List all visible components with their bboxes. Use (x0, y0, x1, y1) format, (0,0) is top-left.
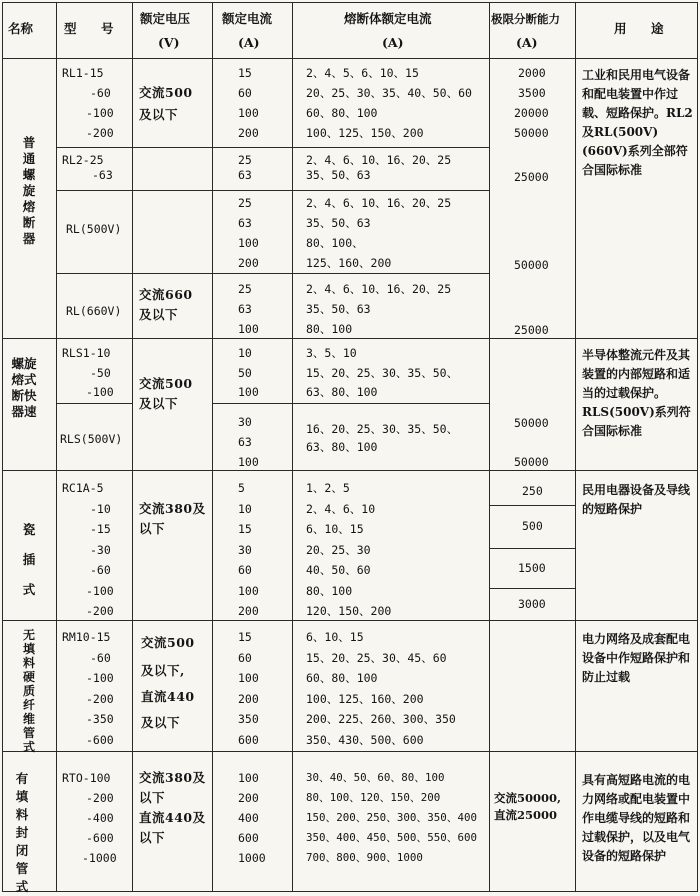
table-border-right (697, 2, 698, 892)
fuse-cell: 20、25、30 (306, 543, 371, 557)
fuse-cell: 35、50、63 (306, 168, 371, 182)
model-cell: RL(500V) (66, 222, 122, 236)
model-cell: -100 (86, 584, 114, 598)
voltage-cell: 以下 (139, 521, 166, 536)
table-border-bottom (2, 891, 697, 892)
capacity-cell: 3500 (518, 86, 546, 100)
capacity-cell: 3000 (518, 597, 546, 611)
model-cell: RLS(500V) (60, 432, 123, 446)
group-name: 螺旋熔式断快器速 (11, 356, 37, 419)
fuse-cell: 80、100、 (306, 236, 364, 250)
capacity-cell: 交流50000, (494, 791, 562, 805)
current-cell: 200 (238, 791, 259, 805)
table-border-left (2, 2, 3, 892)
usage-cell: 民用电器设备及导线的短路保护 (582, 483, 691, 516)
fuse-cell: 350、430、500、600 (306, 733, 424, 747)
current-cell: 100 (238, 584, 259, 598)
header-name: 名称 (8, 21, 34, 36)
fuse-cell: 200、225、260、300、350 (306, 712, 456, 726)
group-name: 无填料硬质纤维管式 (22, 628, 35, 754)
current-cell: 25 (238, 282, 252, 296)
current-cell: 60 (238, 651, 252, 665)
capacity-cell: 25000 (514, 170, 549, 184)
capacity-cell: 50000 (514, 126, 549, 140)
block-divider (56, 273, 489, 274)
model-cell: RLS1-10 (62, 346, 111, 360)
current-cell: 100 (238, 771, 259, 785)
voltage-cell: 以下 (139, 790, 166, 805)
current-cell: 100 (238, 455, 259, 469)
usage-cell: 具有高短路电流的电力网络或配电装置中作电缆导线的短路和过载保护，以及电气设备的短路保护 (582, 773, 691, 863)
model-cell: -15 (90, 522, 111, 536)
model-cell: -200 (86, 126, 114, 140)
column-divider (575, 2, 576, 892)
model-cell: RC1A-5 (62, 481, 104, 495)
current-cell: 63 (238, 168, 252, 182)
group-name: 普通螺旋熔断器 (22, 135, 36, 246)
fuse-cell: 30、40、50、60、80、100 (306, 771, 445, 784)
fuse-cell: 63、80、100 (306, 385, 378, 399)
fuse-cell: 2、4、6、10、16、20、25 (306, 282, 452, 296)
voltage-cell: 交流500 (139, 376, 193, 391)
column-divider (212, 2, 213, 892)
current-cell: 200 (238, 126, 259, 140)
current-cell: 200 (238, 256, 259, 270)
fuse-cell: 35、50、63 (306, 302, 371, 316)
group-divider (2, 338, 697, 339)
capacity-divider (489, 505, 575, 506)
current-cell: 60 (238, 86, 252, 100)
fuse-cell: 2、4、6、10 (306, 502, 376, 516)
voltage-cell: 直流440 (141, 689, 195, 704)
voltage-cell: 及以下 (139, 396, 179, 411)
current-cell: 100 (238, 322, 259, 336)
model-cell: -600 (86, 831, 114, 845)
model-cell: -350 (86, 712, 114, 726)
current-cell: 15 (238, 630, 252, 644)
model-cell: -100 (86, 106, 114, 120)
model-cell: -600 (86, 733, 114, 747)
current-cell: 50 (238, 366, 252, 380)
voltage-cell: 直流440及 (139, 810, 206, 825)
current-cell: 63 (238, 216, 252, 230)
model-cell: RL2-25 (62, 153, 104, 167)
model-cell: -60 (90, 86, 111, 100)
fuse-cell: 2、4、6、10、16、20、25 (306, 196, 452, 210)
header-breaking-capacity: 极限分断能力 (491, 12, 560, 26)
model-cell: -200 (86, 791, 114, 805)
voltage-cell: 及以下, (141, 663, 185, 678)
fuse-cell: 2、4、5、6、10、15 (306, 66, 419, 80)
fuse-cell: 35、50、63 (306, 216, 371, 230)
model-cell: RL(660V) (66, 304, 122, 318)
model-cell: RL1-15 (62, 66, 104, 80)
header-usage: 用 途 (614, 21, 670, 36)
model-cell: -200 (86, 692, 114, 706)
current-cell: 10 (238, 502, 252, 516)
current-cell: 100 (238, 671, 259, 685)
current-cell: 63 (238, 435, 252, 449)
group-divider (2, 620, 697, 621)
voltage-cell: 交流500 (141, 635, 195, 650)
current-cell: 15 (238, 66, 252, 80)
column-divider (489, 2, 490, 892)
capacity-divider (489, 548, 575, 549)
header-rated-current: 额定电流 (222, 11, 273, 26)
group-divider (2, 470, 697, 471)
capacity-cell: 50000 (514, 416, 549, 430)
capacity-cell: 50000 (514, 258, 549, 272)
model-cell: RM10-15 (62, 630, 111, 644)
model-cell: -200 (86, 604, 114, 618)
usage-cell: 半导体整流元件及其装置的内部短路和适当的过载保护。RLS(500V)系列符合国际标准 (582, 348, 691, 438)
fuse-cell: 60、80、100 (306, 671, 378, 685)
column-divider (292, 2, 293, 892)
group-name: 有填料封闭管式 (15, 771, 29, 894)
current-cell: 30 (238, 543, 252, 557)
fuse-cell: 2、4、6、10、16、20、25 (306, 153, 452, 167)
header-breaking-capacity-unit: (A) (516, 35, 538, 50)
usage-cell: 工业和民用电气设备和配电装置中作过载、短路保护。RL2及RL(500V)(660V)系列全部符合国际标准 (582, 68, 693, 177)
current-cell: 1000 (238, 851, 266, 865)
fuse-cell: 125、160、200 (306, 256, 392, 270)
current-cell: 600 (238, 733, 259, 747)
voltage-cell: 及以下 (139, 307, 179, 322)
current-cell: 100 (238, 106, 259, 120)
block-divider (56, 190, 489, 191)
header-rated-voltage-unit: (V) (158, 35, 180, 50)
header-fuse-current: 熔断体额定电流 (344, 11, 432, 26)
current-cell: 350 (238, 712, 259, 726)
fuse-cell: 80、100 (306, 584, 353, 598)
voltage-cell: 交流660 (139, 287, 193, 302)
fuse-cell: 63、80、100 (306, 440, 378, 454)
fuse-cell: 700、800、900、1000 (306, 851, 423, 864)
current-cell: 600 (238, 831, 259, 845)
current-cell: 200 (238, 692, 259, 706)
voltage-cell: 交流500 (139, 85, 193, 100)
capacity-cell: 2000 (518, 66, 546, 80)
group-name: 瓷插式 (22, 522, 36, 597)
model-cell: -100 (86, 385, 114, 399)
model-cell: -60 (90, 563, 111, 577)
current-cell: 200 (238, 604, 259, 618)
current-cell: 100 (238, 385, 259, 399)
usage-cell: 电力网络及成套配电设备中作短路保护和防止过载 (582, 632, 691, 684)
voltage-cell: 交流380及 (139, 770, 206, 785)
model-cell: -1000 (82, 851, 117, 865)
fuse-cell: 15、20、25、30、35、50、 (306, 366, 459, 380)
header-model: 型 号 (64, 21, 120, 36)
fuse-cell: 3、5、10 (306, 346, 357, 360)
current-cell: 5 (238, 481, 245, 495)
fuse-cell: 16、20、25、30、35、50、 (306, 422, 459, 436)
fuse-cell: 120、150、200 (306, 604, 392, 618)
fuse-cell: 6、10、15 (306, 522, 364, 536)
group-divider (2, 751, 697, 752)
current-cell: 63 (238, 302, 252, 316)
table-border-top (2, 2, 697, 3)
current-cell: 25 (238, 196, 252, 210)
current-cell: 15 (238, 522, 252, 536)
block-divider (56, 403, 132, 404)
header-fuse-current-unit: (A) (382, 35, 404, 50)
fuse-cell: 1、2、5 (306, 481, 350, 495)
capacity-cell: 20000 (514, 106, 549, 120)
capacity-cell: 50000 (514, 455, 549, 469)
fuse-cell: 6、10、15 (306, 630, 364, 644)
voltage-cell: 及以下 (139, 107, 179, 122)
fuse-cell: 15、20、25、30、45、60 (306, 651, 447, 665)
voltage-cell: 及以下 (141, 715, 181, 730)
model-cell: -60 (90, 651, 111, 665)
voltage-cell: 以下 (139, 830, 166, 845)
fuse-cell: 60、80、100 (306, 106, 378, 120)
current-cell: 60 (238, 563, 252, 577)
fuse-cell: 40、50、60 (306, 563, 371, 577)
current-cell: 25 (238, 153, 252, 167)
fuse-cell: 350、400、450、500、550、600 (306, 831, 477, 844)
fuse-cell: 100、125、160、200 (306, 692, 424, 706)
fuse-cell: 100、125、150、200 (306, 126, 424, 140)
column-divider (56, 2, 57, 892)
fuse-cell: 150、200、250、300、350、400 (306, 811, 477, 824)
model-cell: RTO-100 (62, 771, 111, 785)
header-divider (2, 58, 697, 59)
block-divider (56, 147, 489, 148)
capacity-cell: 直流25000 (494, 808, 558, 822)
model-cell: -50 (90, 366, 111, 380)
voltage-cell: 交流380及 (139, 501, 206, 516)
current-cell: 100 (238, 236, 259, 250)
model-cell: -10 (90, 502, 111, 516)
capacity-divider (489, 588, 575, 589)
block-divider (212, 403, 489, 404)
current-cell: 10 (238, 346, 252, 360)
capacity-cell: 25000 (514, 323, 549, 337)
capacity-cell: 1500 (518, 561, 546, 575)
header-rated-voltage: 额定电压 (140, 11, 191, 26)
model-cell: -400 (86, 811, 114, 825)
fuse-cell: 80、100、120、150、200 (306, 791, 441, 804)
model-cell: -63 (92, 168, 113, 182)
model-cell: -30 (90, 543, 111, 557)
capacity-cell: 250 (522, 484, 543, 498)
current-cell: 30 (238, 415, 252, 429)
header-rated-current-unit: (A) (238, 35, 260, 50)
fuse-cell: 20、25、30、35、40、50、60 (306, 86, 472, 100)
current-cell: 400 (238, 811, 259, 825)
fuse-cell: 80、100 (306, 322, 353, 336)
capacity-cell: 500 (522, 519, 543, 533)
model-cell: -100 (86, 671, 114, 685)
column-divider (132, 2, 133, 892)
